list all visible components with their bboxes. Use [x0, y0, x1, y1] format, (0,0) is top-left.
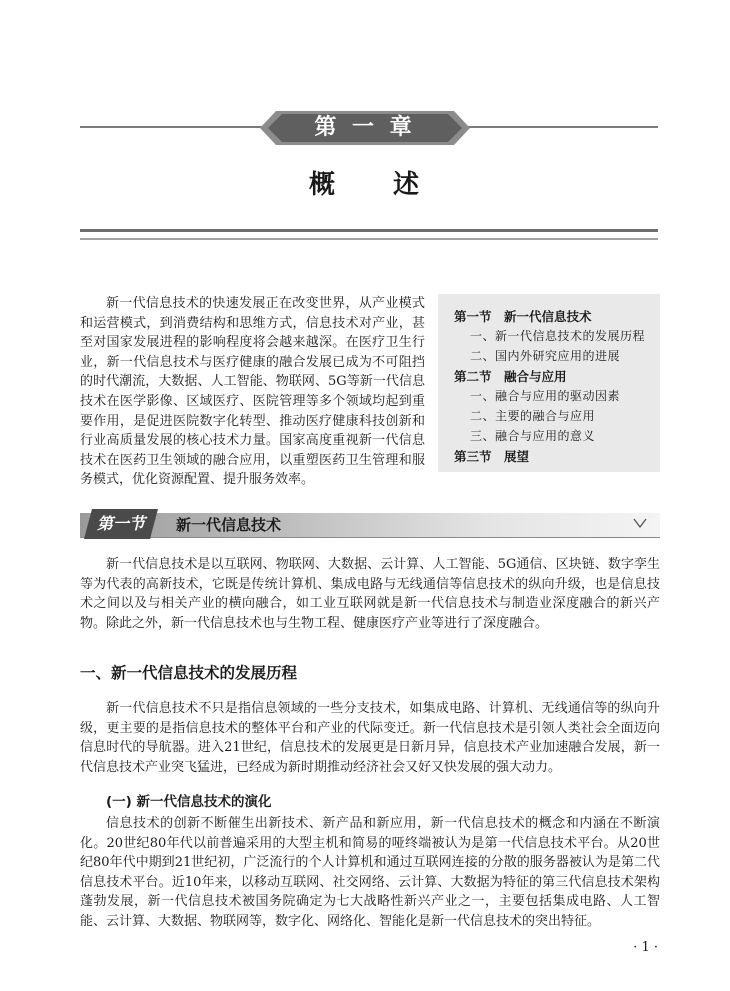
toc-item: 第二节 融合与应用 — [454, 369, 567, 384]
body-paragraph-1: 新一代信息技术是以互联网、物联网、大数据、云计算、人工智能、5G通信、区块链、数字孪生等为代表的高新技术，它既是传统计算机、集成电路与无线通信等信息技术的纵向升级，也是信息技术之间以及与相关产业的横向融合，如工业互联网就是新一代信息技术与制造业深度融合的新兴产物。除此之外，新一代信息技术也与生物工程、健康医疗产业等进行了深度融合。 — [80, 557, 660, 631]
chapter-label: 第 一 章 — [314, 115, 416, 140]
page-number: · 1 · — [633, 940, 658, 955]
toc-item: 第一节 新一代信息技术 — [454, 309, 592, 324]
subsubsection-heading: (一) 新一代信息技术的演化 — [106, 794, 272, 810]
chapter-rule-right — [468, 126, 658, 128]
section-tab — [84, 509, 158, 539]
chevron-down-icon — [633, 518, 647, 528]
section-title: 新一代信息技术 — [176, 516, 282, 534]
toc-item: 二、国内外研究应用的进展 — [470, 349, 621, 363]
toc-item: 二、主要的融合与应用 — [470, 409, 596, 423]
toc-item: 第三节 展望 — [454, 449, 530, 464]
chapter-divider — [80, 229, 658, 232]
body-paragraph-3: 信息技术的创新不断催生出新技术、新产品和新应用，新一代信息技术的概念和内涵在不断演化。20世纪80年代以前普遍采用的大型主机和简易的哑终端被认为是第一代信息技术平台。从20世纪80年代中期到21世纪初，广泛流行的个人计算机和通过互联网连接的分散的服务器被认为是第二代信息技术平台。近10年来，以移动互联网、社交网络、云计算、大数据为特征的第三代信息技术架构蓬勃发展，新一代信息技术被国务院确定为七大战略性新兴产业之一，主要包括集成电路、人工智能、云计算、大数据、物联网等，数字化、网络化、智能化是新一代信息技术的突出特征。 — [80, 816, 660, 929]
subsection-heading: 一、新一代信息技术的发展历程 — [80, 664, 298, 682]
section-header-underline — [80, 537, 660, 538]
section-tab-label: 第一节 — [96, 514, 145, 533]
toc-item: 三、融合与应用的意义 — [470, 429, 596, 443]
toc-item: 一、融合与应用的驱动因素 — [470, 389, 621, 403]
chapter-divider-thin — [80, 238, 658, 240]
toc-item: 一、新一代信息技术的发展历程 — [470, 329, 646, 343]
section-header-bar — [80, 513, 660, 537]
chapter-title: 概 述 — [308, 170, 421, 200]
chapter-badge — [260, 111, 470, 145]
intro-paragraph: 新一代信息技术的快速发展正在改变世界，从产业模式和运营模式，到消费结构和思维方式，信息技术对产业，甚至对国家发展进程的影响程度将会越来越深。在医疗卫生行业，新一代信息技术与医疗健康的融合发展已成为不可阻挡的时代潮流，大数据、人工智能、物联网、5G等新一代信息技术在医学影像、区域医疗、医院管理等多个领域均起到重要作用，是促进医院数字化转型、推动医疗健康科技创新和行业高质量发展的核心技术力量。国家高度重视新一代信息技术在医药卫生领域的融合应用，以重塑医药卫生管理和服务模式，优化资源配置、提升服务效率。 — [80, 296, 425, 488]
chapter-toc — [438, 294, 660, 472]
body-paragraph-2: 新一代信息技术不只是指信息领域的一些分支技术，如集成电路、计算机、无线通信等的纵向升级，更主要的是指信息技术的整体平台和产业的代际变迁。新一代信息技术是引领人类社会全面迈向信息时代的导航器。进入21世纪，信息技术的发展更是日新月异，信息技术产业加速融合发展，新一代信息技术产业突飞猛进，已经成为新时期推动经济社会又好又快发展的强大动力。 — [80, 701, 660, 775]
chapter-rule-left — [80, 126, 262, 128]
